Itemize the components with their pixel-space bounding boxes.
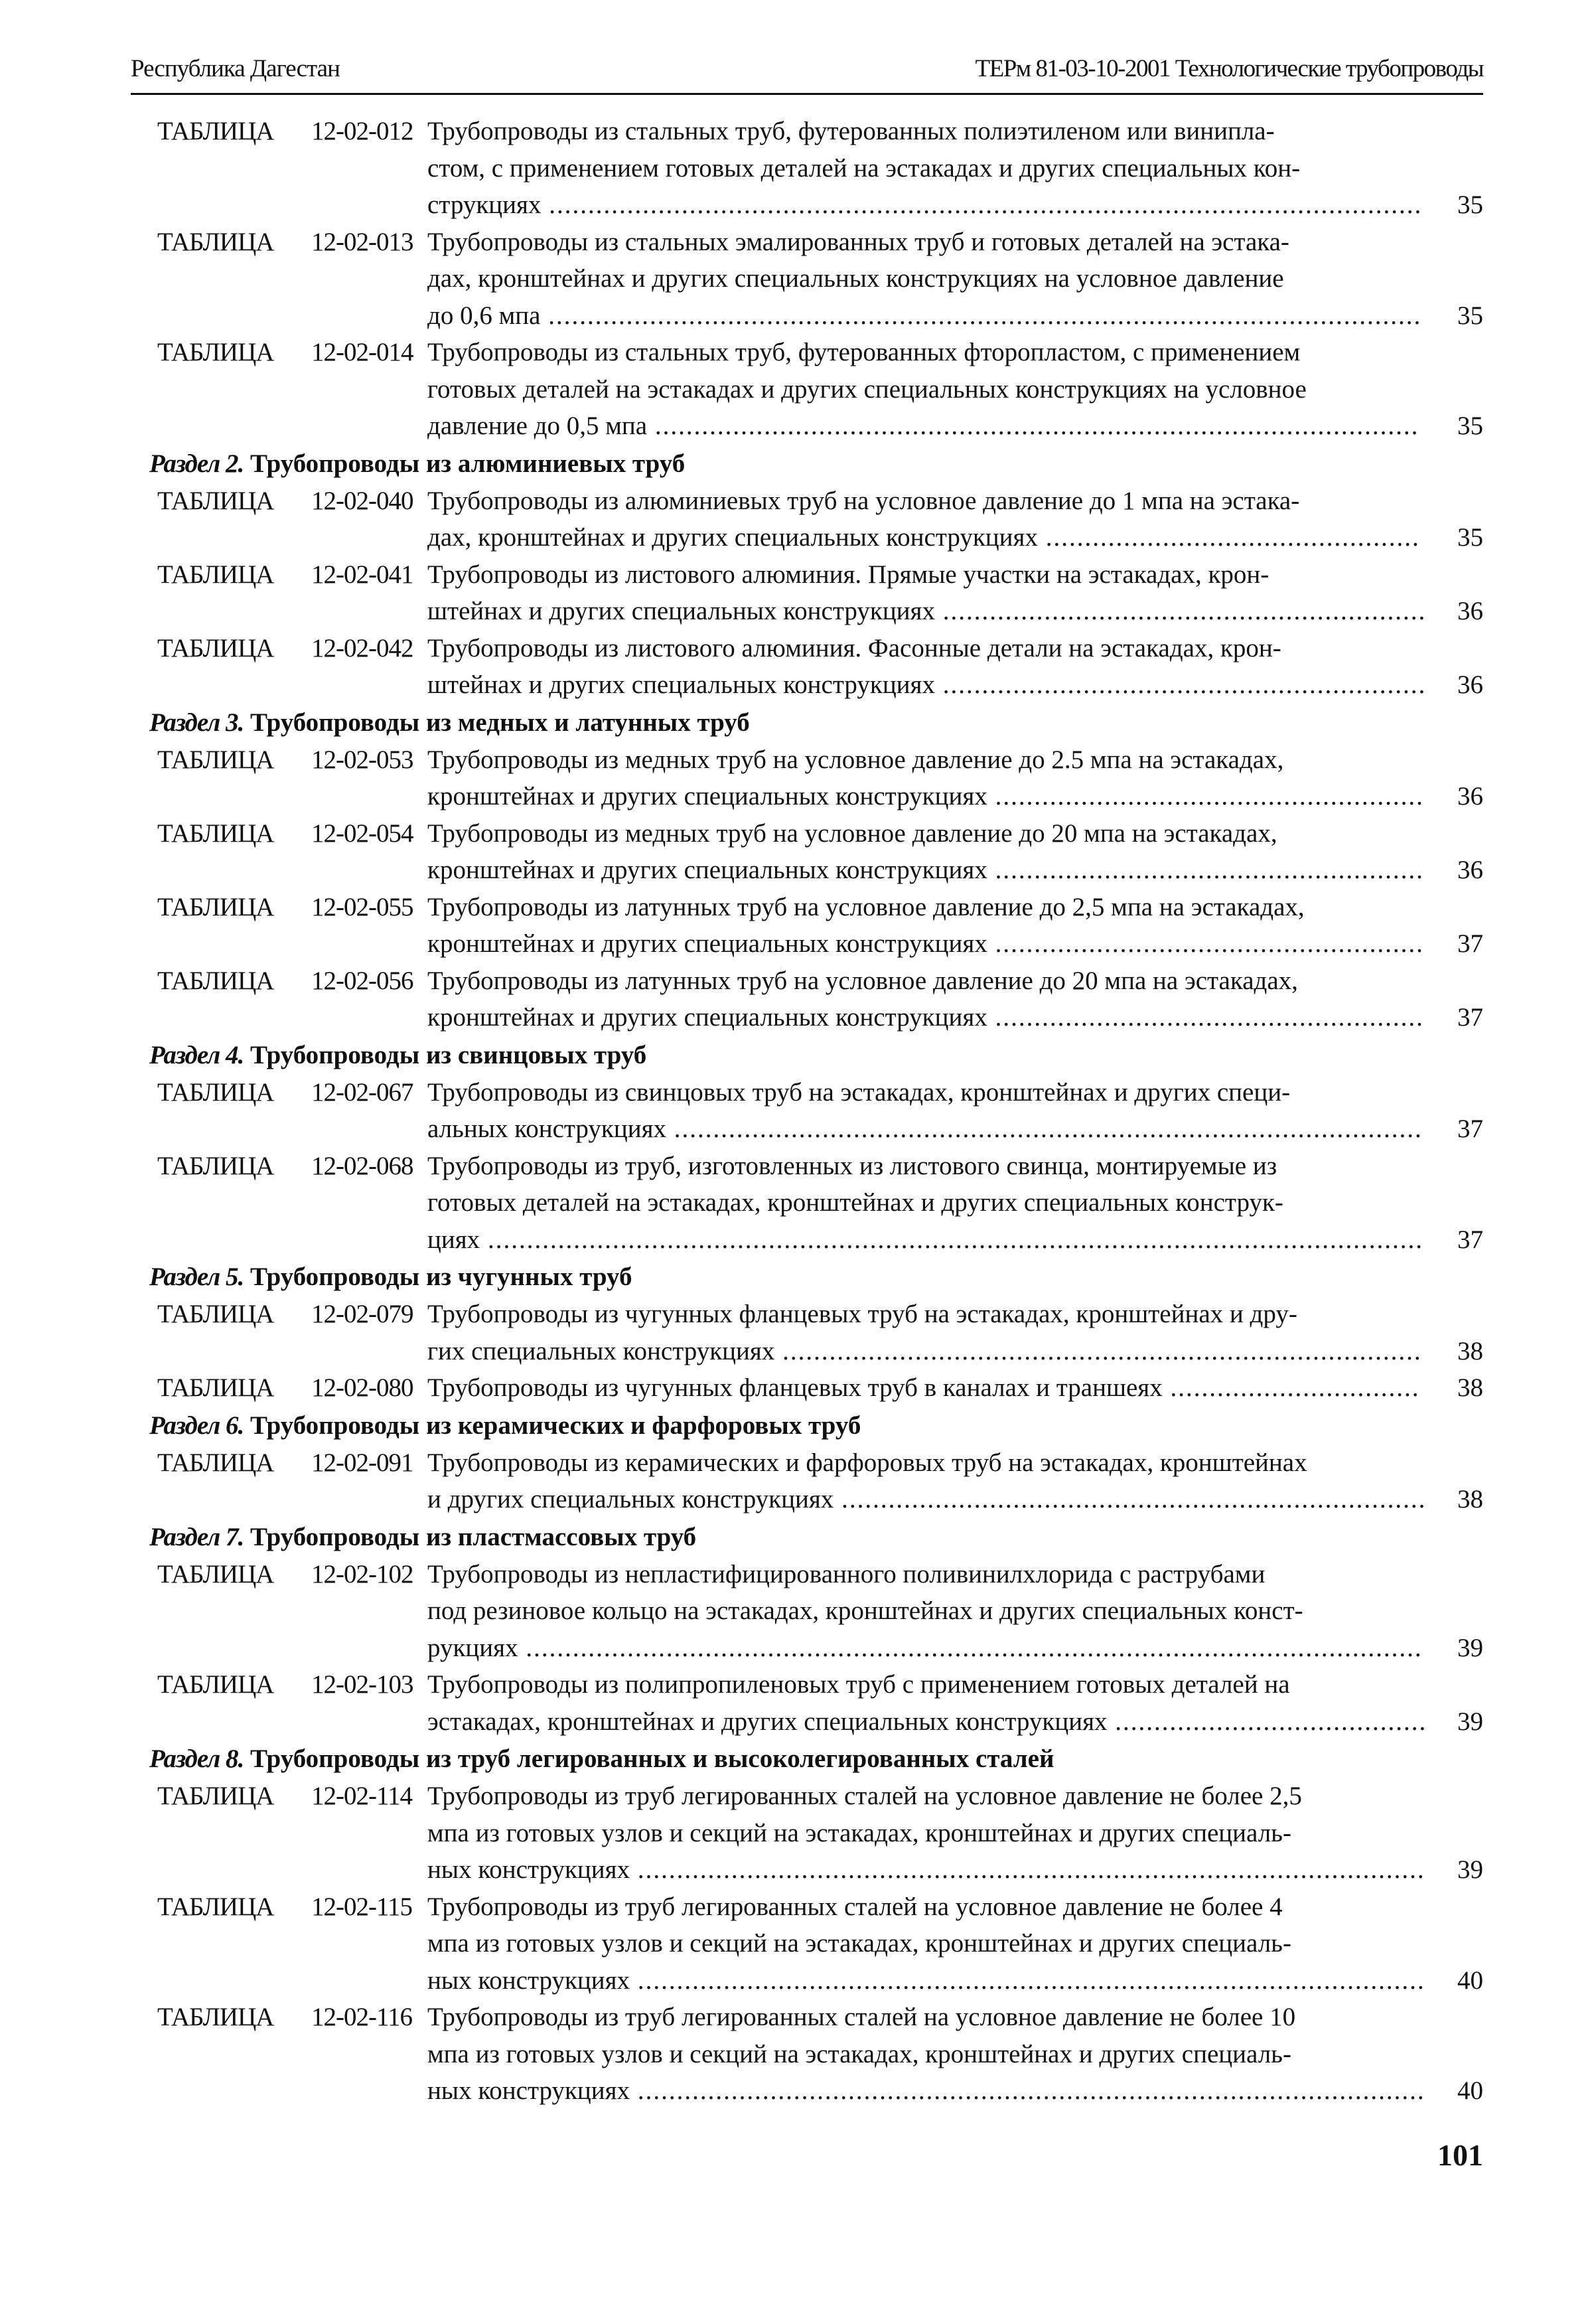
section-title: Трубопроводы из свинцовых труб (250, 1040, 647, 1069)
section-heading (131, 1518, 1483, 1556)
entry-code: 12-02-102 (311, 1559, 413, 1588)
entry-label: ТАБЛИЦА (157, 1782, 274, 1810)
dot-leader: ..................................................................................................... (630, 1966, 1425, 1995)
entry-label: ТАБЛИЦА (157, 2003, 274, 2031)
dot-leader: ....................................................... (987, 1003, 1424, 1032)
toc-entry[interactable] (131, 1444, 1483, 1518)
section-heading (131, 704, 1483, 741)
entry-label: ТАБЛИЦА (157, 560, 274, 589)
entry-label: ТАБЛИЦА (157, 486, 274, 515)
entry-code: 12-02-041 (311, 560, 413, 589)
entry-page-number: 37 (1457, 1225, 1483, 1254)
entry-text: циях (427, 1225, 480, 1254)
entry-text: мпа из готовых узлов и секций на эстакадах, кронштейнах и других специаль- (427, 1929, 1291, 1958)
entry-text: Трубопроводы из керамических и фарфоровых труб на эстакадах, кронштейнах (427, 1448, 1307, 1477)
entry-page-number: 35 (1457, 523, 1483, 552)
dot-leader: ..................................................................................................... (630, 1855, 1425, 1884)
toc-entry[interactable] (131, 483, 1483, 556)
entry-text: стом, с применением готовых деталей на эстакадах и других специальных кон- (427, 153, 1301, 183)
entry-text-line (427, 260, 1437, 297)
entry-code: 12-02-040 (311, 486, 413, 515)
section-label: Раздел 2. (149, 449, 244, 478)
entry-text: Трубопроводы из непластифицированного поливинилхлорида с раструбами (427, 1559, 1266, 1588)
entry-text-line (427, 630, 1437, 667)
entry-text-line (427, 556, 1437, 593)
entry-code: 12-02-012 (311, 117, 413, 145)
entry-text: готовых деталей на эстакадах и других специальных конструкциях на условное (427, 374, 1307, 404)
section-title: Трубопроводы из алюминиевых труб (250, 449, 686, 478)
dot-leader: ................................................ (1037, 523, 1420, 552)
dot-leader: ........................................................................................................................ (480, 1225, 1423, 1254)
section-title: Трубопроводы из труб легированных и высоколегированных сталей (250, 1744, 1054, 1773)
entry-label: ТАБЛИЦА (157, 1559, 274, 1588)
dot-leader: ................................ (1162, 1373, 1420, 1402)
section-title: Трубопроводы из чугунных труб (250, 1263, 632, 1291)
entry-page-number: 36 (1457, 670, 1483, 699)
entry-text: рукциях (427, 1633, 518, 1662)
entry-label: ТАБЛИЦА (157, 1300, 274, 1328)
entry-label: ТАБЛИЦА (157, 1077, 274, 1107)
entry-code: 12-02-055 (311, 892, 413, 921)
entry-text-line (427, 999, 1437, 1036)
entry-page-number: 35 (1457, 191, 1483, 219)
entry-text: мпа из готовых узлов и секций на эстакадах, кронштейнах и других специаль- (427, 2039, 1291, 2068)
entry-text: Трубопроводы из латунных труб на условное давление до 2,5 мпа на эстакадах, (427, 892, 1305, 921)
entry-page-number: 35 (1457, 301, 1483, 330)
entry-text-line (427, 1703, 1437, 1741)
dot-leader: ........................................................................... (834, 1485, 1427, 1513)
entry-text-line (427, 1666, 1437, 1703)
entry-text: штейнах и других специальных конструкциях (427, 670, 935, 699)
entry-text-line (427, 1148, 1437, 1185)
entry-text: давление до 0,5 мпа (427, 412, 648, 440)
running-header-region: Республика Дагестан (131, 55, 340, 82)
toc-entry[interactable] (131, 630, 1483, 704)
entry-text-line (427, 113, 1437, 150)
entry-text-line (427, 1999, 1437, 2036)
entry-code: 12-02-103 (311, 1670, 413, 1699)
entry-page-number: 38 (1457, 1336, 1483, 1365)
entry-text: кронштейнах и других специальных конструкциях (427, 1003, 987, 1032)
toc-entry[interactable] (131, 963, 1483, 1036)
entry-page-number: 39 (1457, 1855, 1483, 1884)
toc-entry[interactable] (131, 1296, 1483, 1369)
entry-label: ТАБЛИЦА (157, 117, 274, 145)
section-label: Раздел 4. (149, 1040, 244, 1069)
entry-text-line (427, 1074, 1437, 1111)
entry-label: ТАБЛИЦА (157, 818, 274, 848)
dot-leader: ....................................................... (987, 856, 1424, 884)
entry-code: 12-02-116 (311, 2003, 413, 2031)
entry-code: 12-02-013 (311, 227, 413, 256)
entry-text-line (427, 1296, 1437, 1333)
entry-text-line (427, 334, 1437, 371)
entry-text-line (427, 1111, 1437, 1148)
entry-text: Трубопроводы из труб легированных сталей на условное давление не более 10 (427, 2003, 1296, 2031)
entry-text-line (427, 408, 1437, 445)
dot-leader: ................................................................................................................ (540, 301, 1422, 330)
entry-page-number: 39 (1457, 1707, 1483, 1736)
entry-code: 12-02-115 (311, 1892, 413, 1921)
entry-code: 12-02-067 (311, 1077, 413, 1107)
entry-text: дах, кронштейнах и других специальных конструкциях (427, 523, 1038, 552)
entry-text: гих специальных конструкциях (427, 1336, 775, 1365)
entry-text: Трубопроводы из стальных эмалированных труб и готовых деталей на эстака- (427, 227, 1289, 256)
entry-code: 12-02-080 (311, 1373, 413, 1402)
entry-text: Трубопроводы из алюминиевых труб на условное давление до 1 мпа на эстака- (427, 486, 1300, 515)
entry-page-number: 35 (1457, 412, 1483, 440)
toc-entry[interactable] (131, 1369, 1483, 1407)
entry-text: дах, кронштейнах и других специальных конструкциях на условное давление (427, 264, 1284, 293)
toc-entry[interactable] (131, 1074, 1483, 1148)
entry-text: и других специальных конструкциях (427, 1485, 834, 1513)
entry-text-line (427, 1556, 1437, 1593)
entry-text-line (427, 666, 1437, 704)
entry-text-line (427, 2072, 1437, 2110)
header-rule (131, 93, 1483, 95)
entry-code: 12-02-054 (311, 818, 413, 848)
section-label: Раздел 3. (149, 708, 244, 737)
toc-entry[interactable] (131, 334, 1483, 445)
dot-leader: .................................................................................. (774, 1336, 1422, 1365)
entry-text-line (427, 1925, 1437, 1962)
page-number: 101 (1437, 2138, 1483, 2172)
toc-entry[interactable] (131, 1148, 1483, 1259)
entry-code: 12-02-079 (311, 1300, 413, 1328)
section-title: Трубопроводы из медных и латунных труб (250, 708, 750, 737)
entry-code: 12-02-114 (311, 1782, 413, 1810)
entry-text-line (427, 1481, 1437, 1518)
entry-text-line (427, 1889, 1437, 1926)
entry-text-line (427, 1815, 1437, 1852)
entry-text: ных конструкциях (427, 2076, 630, 2105)
dot-leader: .................................................................................................. (647, 412, 1419, 440)
entry-text-line (427, 593, 1437, 630)
entry-code: 12-02-042 (311, 633, 413, 662)
entry-label: ТАБЛИЦА (157, 227, 274, 256)
running-header-title: ТЕРм 81-03-10-2001 Технологические трубопроводы (975, 55, 1483, 82)
entry-text: эстакадах, кронштейнах и других специальных конструкциях (427, 1707, 1108, 1736)
entry-text: альных конструкциях (427, 1115, 667, 1143)
entry-text-line (427, 371, 1437, 408)
entry-text: Трубопроводы из листового алюминия. Прямые участки на эстакадах, крон- (427, 560, 1270, 589)
section-title: Трубопроводы из пластмассовых труб (250, 1522, 697, 1551)
entry-code: 12-02-068 (311, 1151, 413, 1180)
entry-text: Трубопроводы из свинцовых труб на эстакадах, кронштейнах и других специ- (427, 1077, 1291, 1107)
section-label: Раздел 5. (149, 1263, 244, 1291)
entry-text: струкциях (427, 191, 542, 219)
entry-text: до 0,6 мпа (427, 301, 541, 330)
toc-entry[interactable] (131, 1999, 1483, 2110)
section-label: Раздел 8. (149, 1744, 244, 1773)
section-heading (131, 1036, 1483, 1074)
entry-label: ТАБЛИЦА (157, 892, 274, 921)
dot-leader: .............................................................. (935, 597, 1427, 625)
dot-leader: ................................................................................................................... (518, 1633, 1423, 1662)
entry-text-line (427, 224, 1437, 261)
dot-leader: ........................................ (1107, 1707, 1427, 1736)
entry-text: под резиновое кольцо на эстакадах, кронштейнах и других специальных конст- (427, 1596, 1303, 1625)
entry-code: 12-02-091 (311, 1448, 413, 1477)
entry-text: Трубопроводы из медных труб на условное давление до 20 мпа на эстакадах, (427, 818, 1277, 848)
entry-text: Трубопроводы из чугунных фланцевых труб на эстакадах, кронштейнах и дру- (427, 1300, 1297, 1328)
entry-text: Трубопроводы из чугунных фланцевых труб в каналах и траншеях (427, 1373, 1163, 1402)
entry-text-line (427, 778, 1437, 815)
entry-text-line (427, 483, 1437, 520)
entry-text: Трубопроводы из труб легированных сталей на условное давление не более 2,5 (427, 1782, 1302, 1810)
entry-page-number: 40 (1457, 2076, 1483, 2105)
entry-text-line (427, 1444, 1437, 1482)
table-of-contents (131, 113, 1483, 2110)
section-heading (131, 445, 1483, 483)
entry-label: ТАБЛИЦА (157, 338, 274, 366)
entry-label: ТАБЛИЦА (157, 1373, 274, 1402)
entry-label: ТАБЛИЦА (157, 1448, 274, 1477)
section-heading (131, 1740, 1483, 1778)
entry-page-number: 38 (1457, 1485, 1483, 1513)
entry-label: ТАБЛИЦА (157, 745, 274, 774)
entry-page-number: 40 (1457, 1966, 1483, 1995)
entry-text-line (427, 1333, 1437, 1370)
toc-entry[interactable] (131, 889, 1483, 963)
entry-code: 12-02-053 (311, 745, 413, 774)
entry-page-number: 37 (1457, 929, 1483, 958)
entry-text-line (427, 1369, 1437, 1407)
entry-text: кронштейнах и других специальных конструкциях (427, 856, 987, 884)
section-label: Раздел 6. (149, 1411, 244, 1440)
entry-label: ТАБЛИЦА (157, 1892, 274, 1921)
section-title: Трубопроводы из керамических и фарфоровых труб (250, 1411, 861, 1440)
toc-entry[interactable] (131, 1778, 1483, 1889)
entry-text: Трубопроводы из полипропиленовых труб с применением готовых деталей на (427, 1670, 1290, 1699)
dot-leader: ................................................................................................................ (541, 191, 1423, 219)
dot-leader: .............................................................. (935, 670, 1427, 699)
entry-code: 12-02-014 (311, 338, 413, 366)
entry-text: кронштейнах и других специальных конструкциях (427, 782, 987, 811)
dot-leader: ................................................................................................ (666, 1115, 1423, 1143)
entry-text-line (427, 2036, 1437, 2073)
entry-text-line (427, 519, 1437, 556)
entry-text: готовых деталей на эстакадах, кронштейнах и других специальных конструк- (427, 1188, 1283, 1217)
entry-text: Трубопроводы из труб легированных сталей на условное давление не более 4 (427, 1892, 1283, 1921)
section-heading (131, 1258, 1483, 1296)
entry-text: Трубопроводы из медных труб на условное давление до 2.5 мпа на эстакадах, (427, 745, 1284, 774)
toc-entry[interactable] (131, 1556, 1483, 1667)
dot-leader: ..................................................................................................... (630, 2076, 1425, 2105)
entry-text-line (427, 297, 1437, 335)
entry-page-number: 38 (1457, 1373, 1483, 1402)
entry-label: ТАБЛИЦА (157, 1670, 274, 1699)
entry-text-line (427, 1962, 1437, 1999)
entry-text: Трубопроводы из стальных труб, футерованных полиэтиленом или винипла- (427, 117, 1275, 145)
entry-text-line (427, 741, 1437, 779)
entry-text-line (427, 815, 1437, 852)
entry-text-line (427, 1778, 1437, 1815)
entry-page-number: 37 (1457, 1115, 1483, 1143)
entry-text-line (427, 852, 1437, 889)
entry-text-line (427, 150, 1437, 187)
entry-label: ТАБЛИЦА (157, 966, 274, 995)
entry-text-line (427, 1630, 1437, 1667)
section-heading (131, 1407, 1483, 1444)
toc-entry[interactable] (131, 556, 1483, 630)
entry-text: ных конструкциях (427, 1855, 630, 1884)
entry-text-line (427, 1851, 1437, 1889)
entry-text: Трубопроводы из латунных труб на условное давление до 20 мпа на эстакадах, (427, 966, 1298, 995)
section-label: Раздел 7. (149, 1522, 244, 1551)
dot-leader: ....................................................... (987, 929, 1424, 958)
entry-page-number: 36 (1457, 597, 1483, 625)
entry-text: Трубопроводы из листового алюминия. Фасонные детали на эстакадах, крон- (427, 633, 1281, 662)
entry-text: Трубопроводы из стальных труб, футерованных фторопластом, с применением (427, 338, 1301, 366)
entry-text: штейнах и других специальных конструкциях (427, 597, 935, 625)
entry-text-line (427, 187, 1437, 224)
toc-entry[interactable] (131, 1889, 1483, 1999)
entry-text-line (427, 1221, 1437, 1259)
toc-entry[interactable] (131, 113, 1483, 224)
entry-text-line (427, 925, 1437, 963)
entry-text: мпа из готовых узлов и секций на эстакадах, кронштейнах и других специаль- (427, 1818, 1291, 1847)
entry-code: 12-02-056 (311, 966, 413, 995)
toc-entry[interactable] (131, 224, 1483, 335)
entry-text-line (427, 963, 1437, 1000)
entry-text-line (427, 889, 1437, 926)
entry-text: кронштейнах и других специальных конструкциях (427, 929, 987, 958)
entry-label: ТАБЛИЦА (157, 1151, 274, 1180)
entry-page-number: 36 (1457, 782, 1483, 811)
entry-page-number: 39 (1457, 1633, 1483, 1662)
entry-text: ных конструкциях (427, 1966, 630, 1995)
toc-entry[interactable] (131, 741, 1483, 815)
entry-text-line (427, 1592, 1437, 1630)
entry-text: Трубопроводы из труб, изготовленных из листового свинца, монтируемые из (427, 1151, 1277, 1180)
dot-leader: ....................................................... (987, 782, 1424, 811)
toc-entry[interactable] (131, 1666, 1483, 1740)
entry-label: ТАБЛИЦА (157, 633, 274, 662)
entry-page-number: 37 (1457, 1003, 1483, 1032)
entry-page-number: 36 (1457, 856, 1483, 884)
toc-entry[interactable] (131, 815, 1483, 889)
entry-text-line (427, 1184, 1437, 1221)
